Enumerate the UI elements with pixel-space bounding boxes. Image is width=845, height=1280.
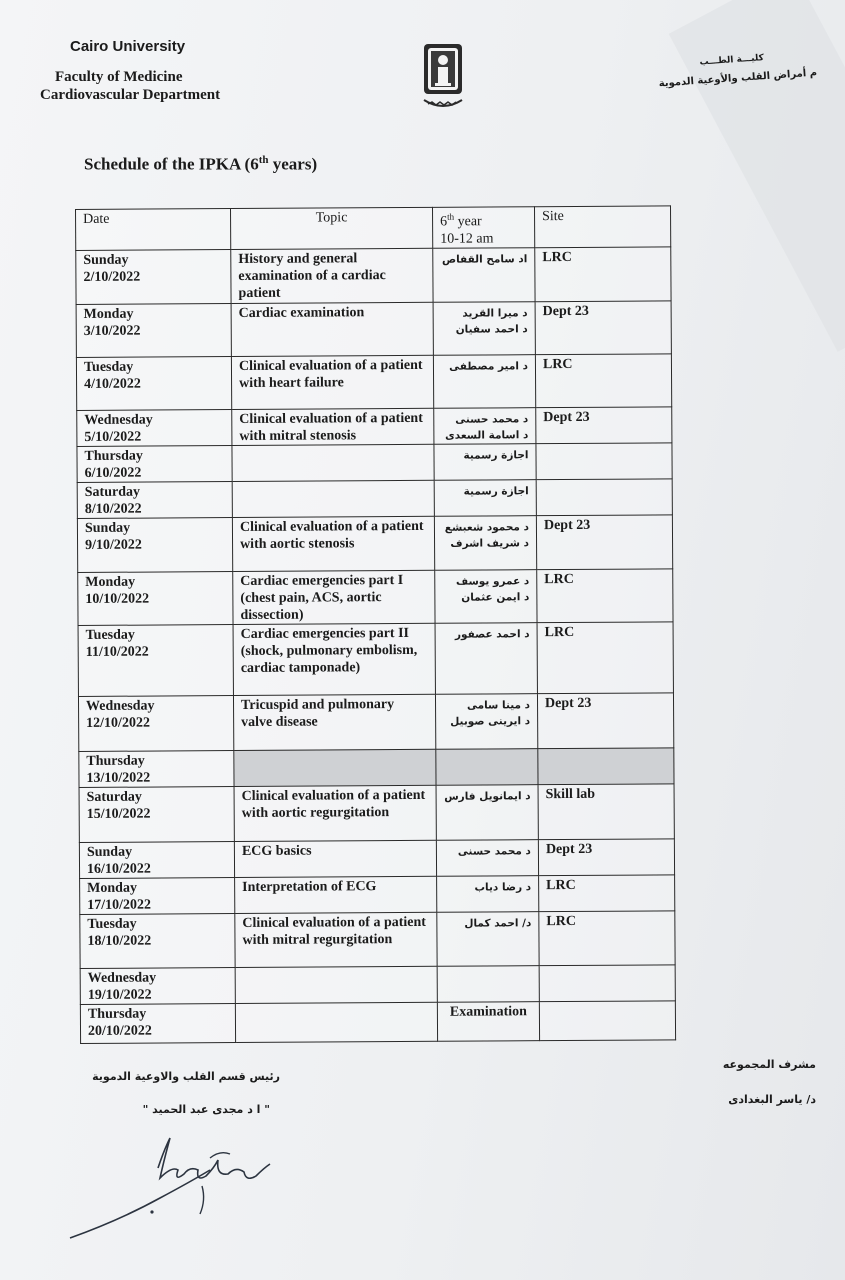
staff-cell: د رضا دياب bbox=[437, 875, 539, 912]
staff-cell bbox=[436, 748, 538, 785]
date-cell bbox=[79, 786, 234, 842]
university-name: Cairo University bbox=[70, 38, 186, 55]
table-row bbox=[80, 911, 675, 969]
staff-cell: د عمرو يوسف د ايمن عثمان bbox=[435, 569, 537, 623]
date-cell bbox=[78, 624, 233, 696]
site-cell: Dept 23 bbox=[538, 839, 674, 876]
table-row bbox=[78, 622, 673, 697]
table-row bbox=[78, 693, 673, 752]
table-row bbox=[78, 569, 673, 626]
day-name: Saturday bbox=[86, 789, 142, 805]
department-name: Cardiovascular Department bbox=[40, 87, 221, 103]
date-value: 17/10/2022 bbox=[87, 897, 152, 913]
date-value: 8/10/2022 bbox=[84, 501, 142, 517]
topic-cell bbox=[234, 749, 436, 786]
date-cell bbox=[79, 841, 234, 878]
day-name: Wednesday bbox=[85, 698, 155, 714]
site-cell bbox=[536, 443, 672, 480]
date-value: 16/10/2022 bbox=[86, 861, 151, 877]
site-cell: Skill lab bbox=[538, 784, 674, 840]
table-row bbox=[80, 1001, 675, 1044]
site-cell: LRC bbox=[539, 911, 675, 966]
table-row bbox=[76, 354, 671, 411]
letterhead-left bbox=[40, 38, 220, 104]
date-cell bbox=[77, 445, 232, 482]
day-name: Thursday bbox=[86, 753, 145, 769]
site-cell: LRC bbox=[537, 622, 673, 694]
header-year: 6th year 10-12 am bbox=[432, 207, 534, 248]
site-cell: LRC bbox=[535, 354, 671, 408]
day-name: Tuesday bbox=[85, 627, 135, 643]
date-value: 12/10/2022 bbox=[86, 715, 150, 731]
site-cell bbox=[536, 479, 672, 516]
header-site: Site bbox=[534, 206, 670, 247]
table-row bbox=[77, 479, 672, 519]
supervisor-title: مشرف المجموعه bbox=[722, 1058, 816, 1071]
date-value: 4/10/2022 bbox=[84, 376, 141, 392]
date-value: 11/10/2022 bbox=[85, 644, 149, 660]
day-name: Wednesday bbox=[84, 412, 153, 428]
day-name: Monday bbox=[85, 574, 136, 590]
day-name: Sunday bbox=[83, 252, 129, 268]
table-row bbox=[76, 301, 671, 358]
table-row bbox=[77, 515, 672, 573]
staff-cell: د محمد حسنى bbox=[436, 839, 538, 876]
staff-cell: Examination bbox=[437, 1001, 539, 1041]
supervisor-name: د/ ياسر البغدادى bbox=[728, 1093, 816, 1106]
table-row bbox=[80, 875, 675, 915]
arabic-department-name: م أمراض القلب والأوعية الدموية bbox=[658, 67, 818, 90]
day-name: Sunday bbox=[86, 844, 133, 860]
handwritten-signature-icon bbox=[60, 1130, 290, 1250]
date-value: 3/10/2022 bbox=[83, 323, 141, 339]
day-name: Monday bbox=[87, 880, 137, 896]
date-cell bbox=[78, 695, 233, 751]
staff-cell: د ايمانويل فارس bbox=[436, 784, 538, 840]
date-cell bbox=[80, 913, 235, 968]
date-cell bbox=[80, 1003, 235, 1043]
head-title: رئيس قسم القلب والاوعية الدموية bbox=[92, 1070, 280, 1083]
topic-cell: Clinical evaluation of a patient with heart failure bbox=[231, 355, 433, 409]
date-value: 10/10/2022 bbox=[85, 591, 150, 607]
staff-cell: اجازة رسمية bbox=[434, 479, 536, 516]
department-head-block bbox=[80, 1070, 280, 1116]
staff-cell: د امير مصطفى bbox=[433, 354, 535, 408]
date-cell bbox=[77, 481, 232, 518]
date-value: 5/10/2022 bbox=[84, 429, 142, 445]
site-cell: LRC bbox=[539, 875, 675, 912]
date-cell bbox=[79, 750, 234, 787]
topic-cell: Tricuspid and pulmonary valve disease bbox=[233, 694, 435, 750]
date-value: 18/10/2022 bbox=[87, 933, 152, 949]
site-cell: Dept 23 bbox=[536, 515, 672, 570]
topic-cell: History and general examination of a cardiac patient bbox=[231, 248, 433, 303]
table-row bbox=[80, 965, 675, 1005]
head-name: " ا د مجدى عبد الحميد " bbox=[142, 1103, 270, 1116]
day-name: Thursday bbox=[87, 1006, 147, 1022]
table-row bbox=[79, 839, 674, 879]
date-cell bbox=[76, 249, 231, 304]
table-row bbox=[77, 407, 672, 447]
date-value: 20/10/2022 bbox=[87, 1023, 152, 1039]
date-cell bbox=[78, 571, 233, 625]
staff-cell: د محمد حسنى د اسامة السعدى bbox=[434, 407, 536, 444]
site-cell: LRC bbox=[535, 247, 671, 302]
table-header-row bbox=[76, 206, 671, 250]
day-name: Saturday bbox=[84, 484, 141, 500]
date-cell bbox=[80, 967, 235, 1004]
date-cell bbox=[76, 303, 231, 357]
topic-cell bbox=[235, 1002, 437, 1042]
date-value: 13/10/2022 bbox=[86, 770, 151, 786]
staff-cell: د مينا سامى د ايرينى صوبيل bbox=[435, 693, 537, 749]
staff-cell: د ميرا القريد د احمد سفيان bbox=[433, 301, 535, 355]
topic-cell: Clinical evaluation of a patient with mitral stenosis bbox=[232, 408, 434, 445]
table-row bbox=[79, 748, 674, 788]
staff-cell: اجازة رسمية bbox=[434, 443, 536, 480]
day-name: Wednesday bbox=[87, 970, 157, 986]
site-cell bbox=[539, 1001, 675, 1041]
day-name: Sunday bbox=[84, 520, 131, 536]
topic-cell: Clinical evaluation of a patient with mitral regurgitation bbox=[235, 912, 437, 967]
topic-cell bbox=[235, 966, 437, 1003]
day-name: Tuesday bbox=[83, 359, 134, 375]
topic-cell: Interpretation of ECG bbox=[235, 876, 437, 913]
date-cell bbox=[76, 356, 231, 410]
topic-cell bbox=[232, 480, 434, 517]
arabic-faculty-name: كليـــة الطـــب bbox=[699, 53, 765, 68]
date-value: 15/10/2022 bbox=[86, 806, 151, 822]
site-cell bbox=[539, 965, 675, 1002]
header-topic: Topic bbox=[231, 207, 433, 249]
site-cell: Dept 23 bbox=[536, 407, 672, 444]
topic-cell: Cardiac emergencies part II (shock, pulmonary embolism, cardiac tamponade) bbox=[233, 623, 435, 695]
date-value: 19/10/2022 bbox=[87, 987, 152, 1003]
staff-cell bbox=[437, 965, 539, 1002]
date-cell bbox=[80, 877, 235, 914]
site-cell: Dept 23 bbox=[537, 693, 673, 749]
site-cell: LRC bbox=[537, 569, 673, 623]
topic-cell: Cardiac examination bbox=[231, 302, 433, 356]
topic-cell bbox=[232, 444, 434, 481]
staff-cell: د محمود شعبشع د شريف اشرف bbox=[434, 515, 536, 570]
date-value: 2/10/2022 bbox=[83, 269, 141, 285]
table-row bbox=[77, 443, 672, 483]
day-name: Thursday bbox=[84, 448, 143, 464]
topic-cell: Cardiac emergencies part I (chest pain, ACS, aortic dissection) bbox=[233, 570, 435, 624]
day-name: Tuesday bbox=[87, 916, 137, 932]
university-seal-icon bbox=[418, 42, 468, 112]
staff-cell: د/ احمد كمال bbox=[437, 911, 539, 966]
staff-cell: اد سامح القفاص bbox=[433, 247, 535, 302]
date-value: 9/10/2022 bbox=[85, 537, 142, 553]
header-date: Date bbox=[76, 209, 231, 251]
date-cell bbox=[77, 409, 232, 446]
topic-cell: ECG basics bbox=[234, 840, 436, 877]
table-row bbox=[76, 247, 671, 305]
schedule-table bbox=[75, 205, 675, 1038]
topic-cell: Clinical evaluation of a patient with aortic regurgitation bbox=[234, 785, 436, 841]
group-supervisor-block bbox=[676, 1058, 816, 1106]
page-title: Schedule of the IPKA (6th years) bbox=[84, 154, 318, 174]
site-cell bbox=[538, 748, 674, 785]
site-cell: Dept 23 bbox=[535, 301, 671, 355]
topic-cell: Clinical evaluation of a patient with aortic stenosis bbox=[232, 516, 434, 571]
staff-cell: د احمد عصفور bbox=[435, 622, 537, 694]
date-cell bbox=[77, 517, 232, 572]
day-name: Monday bbox=[83, 306, 134, 322]
date-value: 6/10/2022 bbox=[84, 465, 142, 481]
table-row bbox=[79, 784, 674, 843]
faculty-name: Faculty of Medicine bbox=[55, 69, 183, 85]
